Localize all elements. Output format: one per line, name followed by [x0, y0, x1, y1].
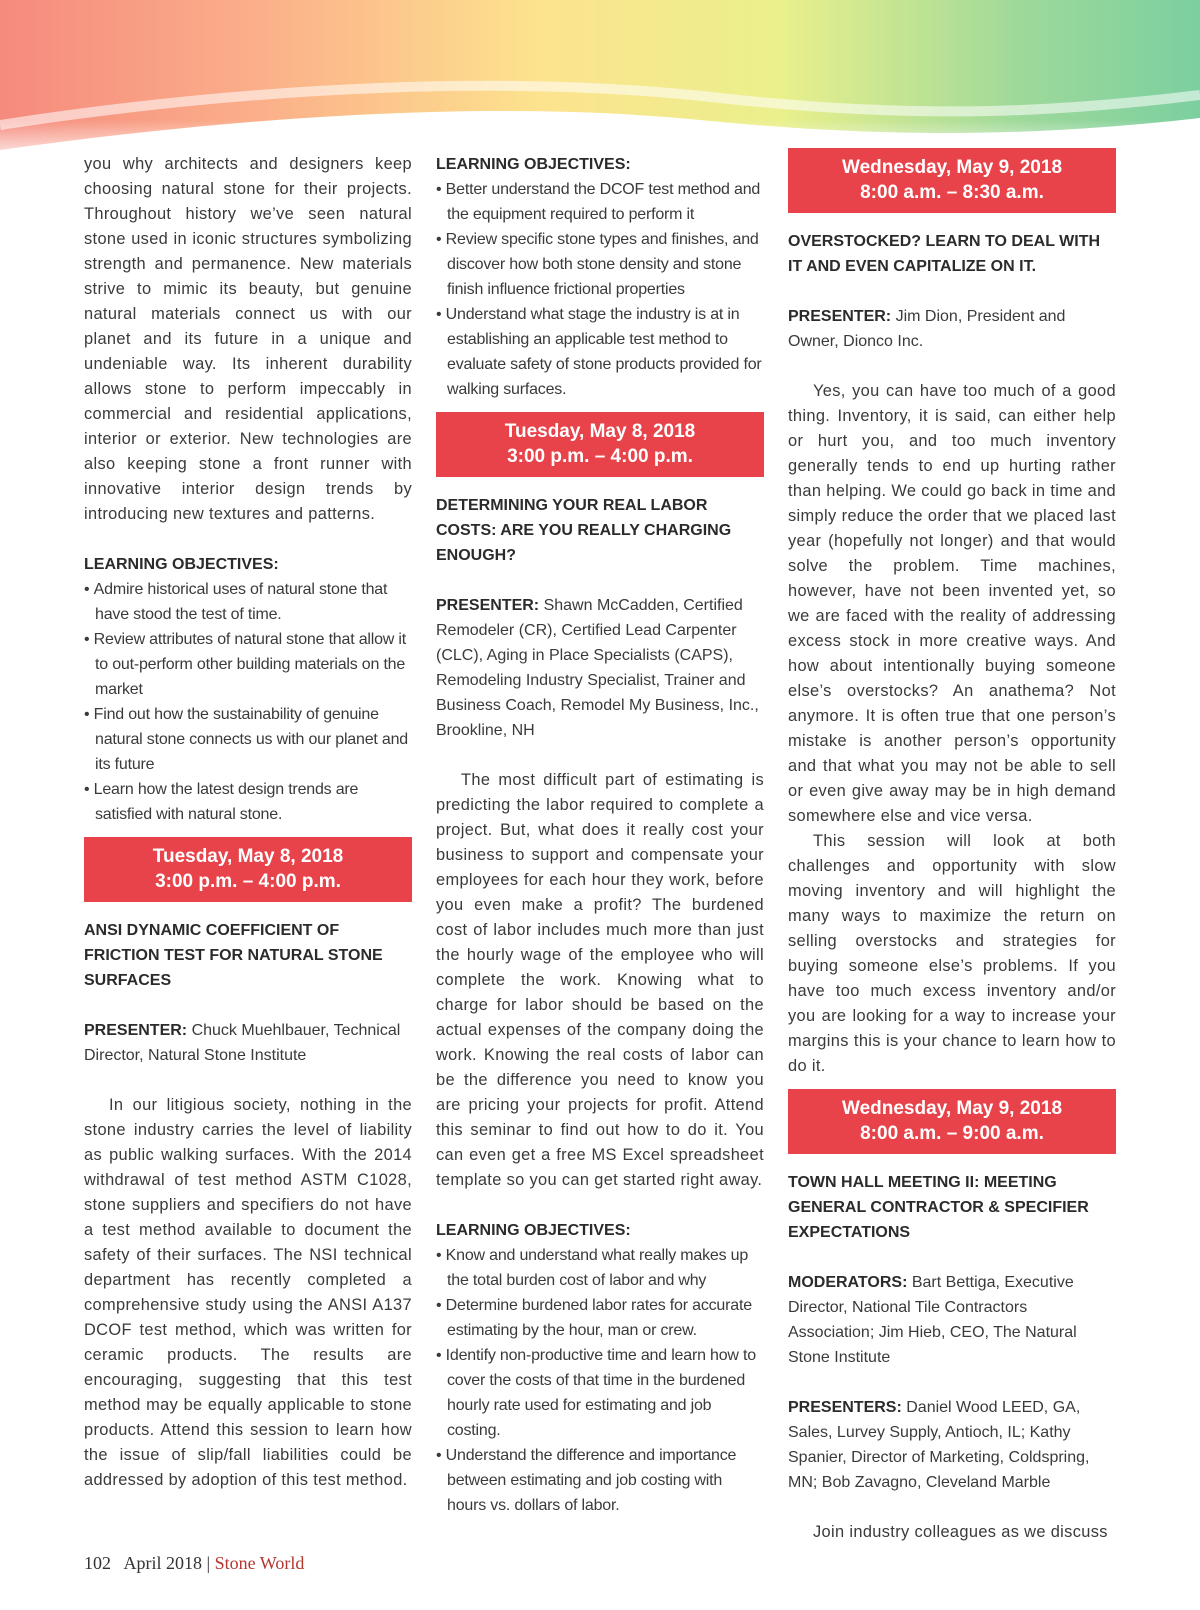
- magazine-name: Stone World: [214, 1553, 305, 1573]
- session-title: OVERSTOCKED? LEARN TO DEAL WITH IT AND EVEN CAPITALIZE ON IT.: [788, 233, 1101, 275]
- learning-objectives-heading: LEARNING OBJECTIVES:: [436, 156, 631, 173]
- objectives-list: [436, 177, 764, 402]
- session-time: 3:00 p.m. – 4:00 p.m.: [155, 871, 341, 892]
- session-date-box: [436, 412, 764, 477]
- column-2: [436, 152, 764, 1518]
- issue-date: April 2018: [123, 1553, 203, 1573]
- presenter-label: PRESENTER:: [788, 308, 892, 325]
- list-item: • Better understand the DCOF test method and the equipment required to perform it: [436, 177, 764, 227]
- presenters-names: Daniel Wood LEED, GA, Sales, Lurvey Supply, Antioch, IL; Kathy Spanier, Director of Marketing, Coldspring, MN; Bob Zavagno, Cleveland Marble: [788, 1399, 1090, 1491]
- list-item: • Understand the difference and importance between estimating and job costing with hours vs. dollars of labor.: [436, 1443, 764, 1518]
- presenter-name: Jim Dion, President and Owner, Dionco Inc.: [788, 308, 1066, 350]
- session-description: This session will look at both challenges and opportunity with slow moving inventory and will highlight the many ways to maximize the return on selling overstocks and strategies for buying someone else’s problems. If you have too much excess inventory and/or you are looking for a way to increase your margins this is your chance to learn how to do it.: [788, 832, 1116, 1075]
- list-item: • Identify non-productive time and learn how to cover the costs of that time in the burdened hourly rate used for estimating and job costing.: [436, 1343, 764, 1443]
- session-date-box: [788, 1089, 1116, 1154]
- list-item: • Find out how the sustainability of genuine natural stone connects us with our planet and its future: [84, 702, 412, 777]
- intro-paragraph: you why architects and designers keep choosing natural stone for their projects. Throughout history we’ve seen natural stone used in iconic structures symbolizing strength and permanence. New materials strive to mimic its beauty, but genuine natural materials connect us with our planet and its future in a unique and undeniable way. Its inherent durability allows stone to perform impeccably in commercial and residential applications, interior or exterior. New technologies are also keeping stone a front runner with innovative interior design trends by introducing new textures and patterns.: [84, 155, 412, 523]
- page-footer: [84, 1553, 304, 1574]
- page-number: 102: [84, 1553, 111, 1573]
- session-description: Yes, you can have too much of a good thing. Inventory, it is said, can either help or hurt you, and too much inventory generally tends to end up hurting rather than helping. We could go back in time and simply reduce the order that we placed last year (hopefully not longer) and that would solve the problem. Time machines, however, have not been invented yet, so we are faced with the reality of addressing excess stock in more creative ways. And how about intentionally buying someone else’s overstocks? An anathema? Not anymore. It is often true that one person’s mistake is another person’s opportunity and that what you may not be able to sell or even give away may be in high demand somewhere else and vice versa.: [788, 382, 1116, 825]
- footer-separator: |: [206, 1553, 211, 1573]
- session-date: Tuesday, May 8, 2018: [504, 421, 696, 442]
- presenter-label: PRESENTER:: [84, 1022, 188, 1039]
- presenter-line: [436, 593, 764, 743]
- presenters-line: [788, 1395, 1116, 1495]
- objectives-list: [436, 1243, 764, 1518]
- session-time: 8:00 a.m. – 8:30 a.m.: [860, 182, 1044, 203]
- session-description: The most difficult part of estimating is predicting the labor required to complete a project. But, what does it really cost your business to support and compensate your employees for each hour they work, before you even make a profit? The burdened cost of labor includes much more than just the hourly wage of the employee who will complete the work. Knowing what to charge for labor should be based on the actual expenses of the company doing the work. Knowing the real costs of labor can be the difference you need to know you are pricing your projects for profit. Attend this seminar to find out how to do it. You can even get a free MS Excel spreadsheet template so you can get started right away.: [436, 771, 764, 1189]
- list-item: • Review specific stone types and finishes, and discover how both stone density and stone finish influence frictional properties: [436, 227, 764, 302]
- session-time: 8:00 a.m. – 9:00 a.m.: [860, 1123, 1044, 1144]
- presenter-name: Shawn McCadden, Certified Remodeler (CR), Certified Lead Carpenter (CLC), Aging in Place Specialists (CAPS), Remodeling Industry Specialist, Trainer and Business Coach, Remodel My Business, Inc., Brookline, NH: [436, 597, 759, 739]
- presenters-label: PRESENTERS:: [788, 1399, 902, 1416]
- session-date-box: [84, 837, 412, 902]
- session-date: Wednesday, May 9, 2018: [841, 1098, 1063, 1119]
- presenter-line: [788, 304, 1116, 354]
- list-item: • Determine burdened labor rates for accurate estimating by the hour, man or crew.: [436, 1293, 764, 1343]
- list-item: • Learn how the latest design trends are satisfied with natural stone.: [84, 777, 412, 827]
- moderators-line: [788, 1270, 1116, 1370]
- moderators-label: MODERATORS:: [788, 1274, 908, 1291]
- column-1: [84, 152, 412, 1493]
- list-item: • Admire historical uses of natural stone that have stood the test of time.: [84, 577, 412, 627]
- session-date: Wednesday, May 9, 2018: [841, 157, 1063, 178]
- session-title: TOWN HALL MEETING II: MEETING GENERAL CONTRACTOR & SPECIFIER EXPECTATIONS: [788, 1174, 1089, 1241]
- objectives-list: [84, 577, 412, 827]
- list-item: • Review attributes of natural stone that allow it to out-perform other building materials on the market: [84, 627, 412, 702]
- list-item: • Understand what stage the industry is at in establishing an applicable test method to evaluate safety of stone products provided for walking surfaces.: [436, 302, 764, 402]
- presenter-line: [84, 1018, 412, 1068]
- session-date-box: [788, 148, 1116, 213]
- session-time: 3:00 p.m. – 4:00 p.m.: [507, 446, 693, 467]
- session-title: ANSI DYNAMIC COEFFICIENT OF FRICTION TEST FOR NATURAL STONE SURFACES: [84, 922, 383, 989]
- presenter-name: Chuck Muehlbauer, Technical Director, Natural Stone Institute: [84, 1022, 401, 1064]
- learning-objectives-heading: LEARNING OBJECTIVES:: [436, 1222, 631, 1239]
- session-date: Tuesday, May 8, 2018: [152, 846, 344, 867]
- session-description: In our litigious society, nothing in the stone industry carries the level of liability as public walking surfaces. With the 2014 withdrawal of test method ASTM C1028, stone suppliers and specifiers do not have a test method available to document the safety of their surfaces. The NSI technical department has recently completed a comprehensive study using the ANSI A137 DCOF test method, which was written for ceramic products. The results are encouraging, suggesting that this test method may be equally applicable to stone products. Attend this session to learn how the issue of slip/fall liabilities could be addressed by adoption of this test method.: [84, 1096, 412, 1489]
- session-title: DETERMINING YOUR REAL LABOR COSTS: ARE YOU REALLY CHARGING ENOUGH?: [436, 497, 732, 564]
- column-3: [788, 152, 1116, 1545]
- moderators-names: Bart Bettiga, Executive Director, National Tile Contractors Association; Jim Hieb, CEO, The Natural Stone Institute: [788, 1274, 1077, 1366]
- presenter-label: PRESENTER:: [436, 597, 540, 614]
- list-item: • Know and understand what really makes up the total burden cost of labor and why: [436, 1243, 764, 1293]
- learning-objectives-heading: LEARNING OBJECTIVES:: [84, 556, 279, 573]
- session-description: Join industry colleagues as we discuss: [813, 1523, 1108, 1541]
